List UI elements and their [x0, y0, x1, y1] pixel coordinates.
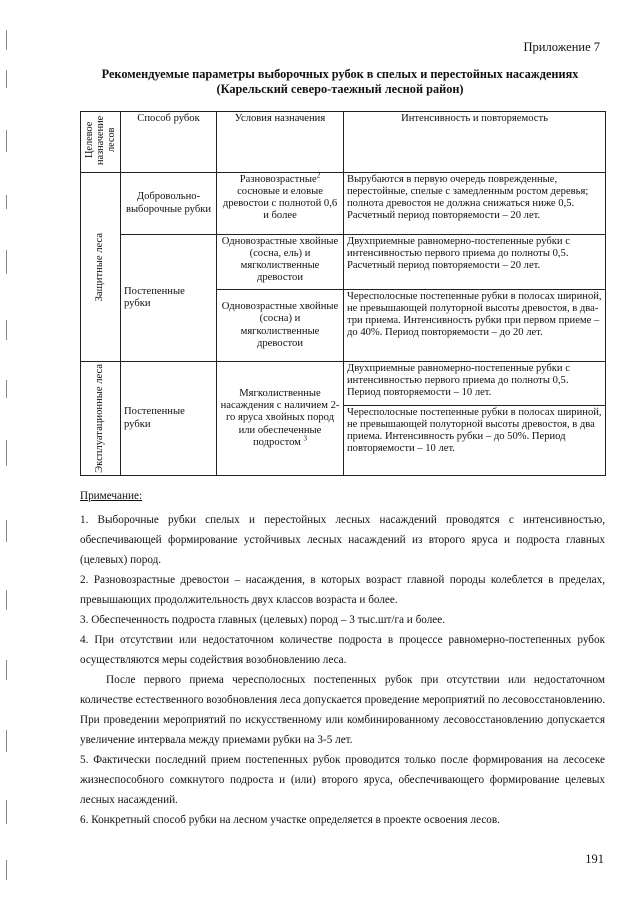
- note-5: 5. Фактически последний прием постепенных рубок проводится только после формирования на лесосеке жизнеспособного сомкнутого подроста и (или) второго яруса, обеспечивающего формирование целевых лесных насаждений.: [80, 754, 605, 806]
- page-number: 191: [585, 852, 604, 866]
- note-6: 6. Конкретный способ рубки на лесном участке определяется в проекте освоения лесов.: [80, 814, 500, 826]
- document-title: [70, 67, 610, 97]
- protective-forests-cell: Защитные леса: [81, 173, 121, 362]
- voluntary-intensity-cell: Вырубаются в первую очередь поврежденные, перестойные, спелые с замедленным ростом деревья; полнота древостоя не должна снижаться ниже 0,5. Расчетный период повторяемости – 20 лет.: [344, 173, 606, 235]
- gradual-2-intensity-cell: Чересполосные постепенные рубки в полосах шириной, не превышающей полуторной высоты древостоя, в два-три приема. Интенсивность рубки при первом приеме – до 40%. Период повторяемости – до 20 лет.: [344, 290, 606, 362]
- operational-intensity-2-cell: Чересполосные постепенные рубки в полосах шириной, не превышающей полуторной высоты древостоя, в два приема. Интенсивность рубки – до 50%. Период повторяемости – 10 лет.: [344, 406, 606, 476]
- title-line-1: Рекомендуемые параметры выборочных рубок в спелых и перестойных насаждениях: [101, 67, 579, 81]
- note-2: 2. Разновозрастные древостои – насаждения, в которых возраст главной породы колеблется в пределах, превышающих продолжительность двух классов возраста и более.: [80, 574, 605, 606]
- table-row: [81, 235, 606, 290]
- notes-heading: Примечание:: [80, 490, 143, 502]
- voluntary-method-cell: Добровольно-выборочные рубки: [121, 173, 217, 235]
- annex-label: Приложение 7: [523, 40, 600, 54]
- operational-forests-cell: Эксплуатационные леса: [81, 362, 121, 476]
- operational-intensity-1-cell: Двухприемные равномерно-постепенные рубки с интенсивностью первого приема до полноты 0,5. Период повторяемости – 10 лет.: [344, 362, 606, 406]
- note-4: 4. При отсутствии или недостаточном количестве подроста в процессе равномерно-постепенных рубок осуществляются меры содействия возобновлению леса.: [80, 634, 605, 666]
- header-purpose: Целевое назначение лесов: [81, 112, 121, 173]
- gradual-1-conditions-cell: Одновозрастные хвойные (сосна, ель) и мягколиственные древостои: [217, 235, 344, 290]
- table-header-row: [81, 112, 606, 173]
- notes-section: [80, 486, 605, 830]
- operational-conditions-cell: Мягколиственные насаждения с наличием 2-го яруса хвойных пород или обеспеченные подростом $^3$: [217, 362, 344, 476]
- gradual-1-intensity-cell: Двухприемные равномерно-постепенные рубки с интенсивностью первого приема до полноты 0,5. Расчетный период повторяемости – 20 лет.: [344, 235, 606, 290]
- note-1: 1. Выборочные рубки спелых и перестойных лесных насаждений проводятся с интенсивностью, обеспечивающей формирование устойчивых лесных насаждений из второго яруса и подроста главных (целевых) пород.: [80, 514, 605, 566]
- note-4-continued: После первого приема чересполосных постепенных рубок при отсутствии или недостаточном количестве естественного возобновления леса допускается проведение мероприятий по лесовосстановлению. При проведении мероприятий по искусственному или комбинированному лесовосстановлению допускается увеличение интервала между приемами рубки на 3-5 лет.: [80, 674, 605, 746]
- note-3: 3. Обеспеченность подроста главных (целевых) пород – 3 тыс.шт/га и более.: [80, 614, 446, 626]
- table-row: [81, 362, 606, 406]
- header-method: Способ рубок: [121, 112, 217, 173]
- table-row: [81, 173, 606, 235]
- title-line-2: (Карельский северо-таежный лесной район): [216, 82, 464, 96]
- header-conditions: Условия назначения: [217, 112, 344, 173]
- operational-method-cell: Постепенные рубки: [121, 362, 217, 476]
- gradual-method-cell: Постепенные рубки: [121, 235, 217, 362]
- parameters-table: [80, 111, 606, 476]
- header-intensity: Интенсивность и повторяемость: [344, 112, 606, 173]
- binding-edge-marks: [0, 0, 30, 905]
- voluntary-conditions-cell: Разновозрастные$^2$ сосновые и еловые древостои с полнотой 0,6 и более: [217, 173, 344, 235]
- gradual-2-conditions-cell: Одновозрастные хвойные (сосна) и мягколиственные древостои: [217, 290, 344, 362]
